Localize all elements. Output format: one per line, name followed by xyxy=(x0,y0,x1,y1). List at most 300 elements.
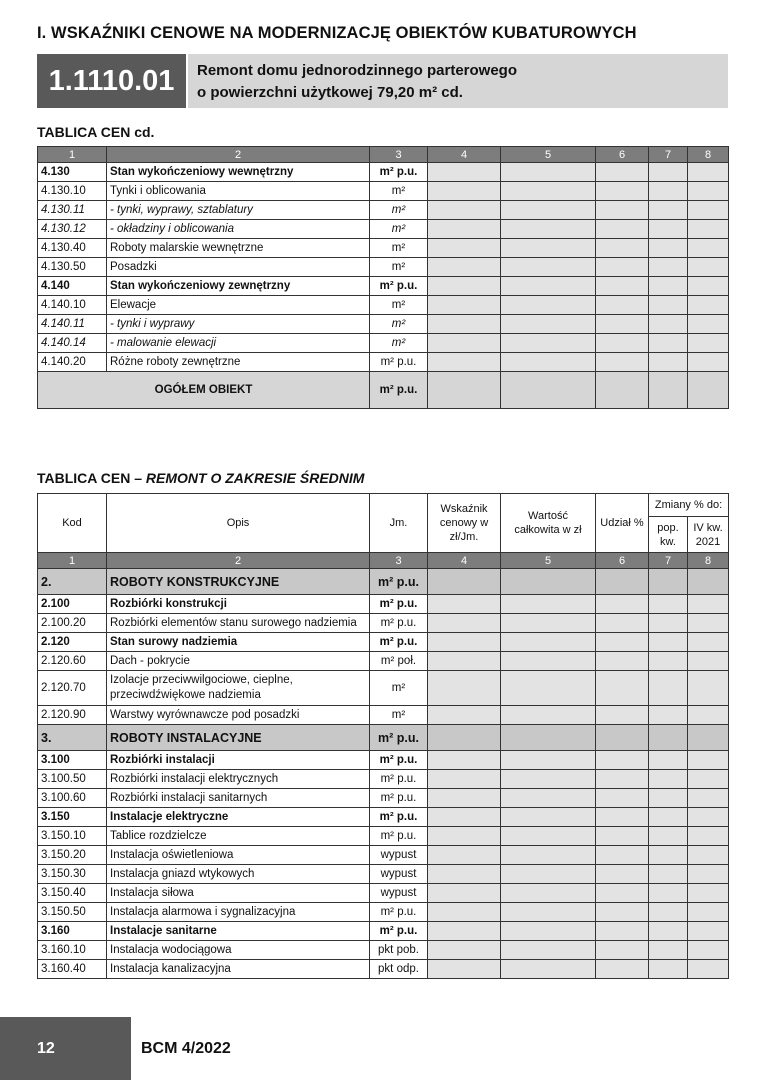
value-cell xyxy=(649,201,688,220)
value-cell xyxy=(688,770,729,789)
value-cell xyxy=(428,652,501,671)
value-cell xyxy=(649,941,688,960)
column-number: 6 xyxy=(596,147,649,163)
value-cell xyxy=(688,614,729,633)
price-table-medium-renovation xyxy=(37,493,729,979)
value-cell xyxy=(501,239,596,258)
table-row xyxy=(38,614,729,633)
table-row xyxy=(38,569,729,595)
row-unit: m² p.u. xyxy=(370,569,428,595)
total-row xyxy=(38,372,729,409)
row-description: - okładziny i oblicowania xyxy=(107,220,370,239)
value-cell xyxy=(649,789,688,808)
row-code: 3.150.20 xyxy=(38,846,107,865)
row-unit: m² p.u. xyxy=(370,353,428,372)
row-unit: m² xyxy=(370,334,428,353)
column-number: 3 xyxy=(370,553,428,569)
row-description: Rozbiórki elementów stanu surowego nadziemia xyxy=(107,614,370,633)
value-cell xyxy=(428,808,501,827)
value-cell xyxy=(688,633,729,652)
value-cell xyxy=(428,353,501,372)
table-row xyxy=(38,884,729,903)
value-cell xyxy=(428,372,501,409)
value-cell xyxy=(596,163,649,182)
row-code: 2.100.20 xyxy=(38,614,107,633)
value-cell xyxy=(649,353,688,372)
value-cell xyxy=(596,182,649,201)
row-code: 2.120 xyxy=(38,633,107,652)
price-table-continued xyxy=(37,146,729,409)
header-pop-kw: pop. kw. xyxy=(649,517,688,553)
table-row xyxy=(38,334,729,353)
row-unit: m² xyxy=(370,182,428,201)
row-unit: m² xyxy=(370,706,428,725)
row-unit: m² xyxy=(370,201,428,220)
value-cell xyxy=(596,258,649,277)
value-cell xyxy=(649,706,688,725)
value-cell xyxy=(649,614,688,633)
table-row xyxy=(38,770,729,789)
value-cell xyxy=(596,239,649,258)
value-cell xyxy=(428,315,501,334)
row-code: 3.100.60 xyxy=(38,789,107,808)
value-cell xyxy=(501,372,596,409)
value-cell xyxy=(501,884,596,903)
value-cell xyxy=(596,865,649,884)
value-cell xyxy=(649,846,688,865)
table-row xyxy=(38,315,729,334)
section-title: I. WSKAŹNIKI CENOWE NA MODERNIZACJĘ OBIEKTÓW KUBATUROWYCH xyxy=(37,24,637,42)
value-cell xyxy=(428,277,501,296)
value-cell xyxy=(596,633,649,652)
value-cell xyxy=(596,652,649,671)
row-description: Izolacje przeciwwilgociowe, cieplne, przeciwdźwiękowe nadziemia xyxy=(107,671,370,706)
value-cell xyxy=(596,671,649,706)
row-description: Stan surowy nadziemia xyxy=(107,633,370,652)
value-cell xyxy=(596,220,649,239)
table-row xyxy=(38,296,729,315)
row-unit: m² p.u. xyxy=(370,725,428,751)
value-cell xyxy=(501,789,596,808)
magazine-issue: BCM 4/2022 xyxy=(141,1040,231,1057)
table-row xyxy=(38,652,729,671)
table2-label-scope: REMONT O ZAKRESIE ŚREDNIM xyxy=(145,470,365,486)
header-wartosc: Wartość całkowita w zł xyxy=(501,494,596,553)
value-cell xyxy=(501,770,596,789)
row-description: Warstwy wyrównawcze pod posadzki xyxy=(107,706,370,725)
table-row xyxy=(38,941,729,960)
total-unit: m² p.u. xyxy=(370,372,428,409)
value-cell xyxy=(428,182,501,201)
value-cell xyxy=(428,296,501,315)
value-cell xyxy=(501,220,596,239)
row-description: Instalacja siłowa xyxy=(107,884,370,903)
row-description: ROBOTY KONSTRUKCYJNE xyxy=(107,569,370,595)
value-cell xyxy=(428,884,501,903)
value-cell xyxy=(501,960,596,979)
value-cell xyxy=(501,201,596,220)
row-description: Instalacja kanalizacyjna xyxy=(107,960,370,979)
value-cell xyxy=(688,789,729,808)
value-cell xyxy=(649,163,688,182)
row-unit: m² xyxy=(370,315,428,334)
value-cell xyxy=(428,846,501,865)
value-cell xyxy=(596,884,649,903)
row-code: 4.130.11 xyxy=(38,201,107,220)
row-code: 3.150.50 xyxy=(38,903,107,922)
row-unit: m² p.u. xyxy=(370,595,428,614)
row-code: 3.150.40 xyxy=(38,884,107,903)
table1-label: TABLICA CEN cd. xyxy=(37,124,155,140)
column-number: 8 xyxy=(688,553,729,569)
value-cell xyxy=(649,751,688,770)
row-description: - tynki, wyprawy, sztablatury xyxy=(107,201,370,220)
table-row xyxy=(38,725,729,751)
value-cell xyxy=(688,163,729,182)
column-number-row xyxy=(38,147,729,163)
row-unit: m² poł. xyxy=(370,652,428,671)
value-cell xyxy=(688,569,729,595)
value-cell xyxy=(428,258,501,277)
value-cell xyxy=(688,353,729,372)
row-code: 4.140 xyxy=(38,277,107,296)
row-code: 2.120.70 xyxy=(38,671,107,706)
table-row xyxy=(38,595,729,614)
row-code: 2. xyxy=(38,569,107,595)
value-cell xyxy=(596,353,649,372)
table-row xyxy=(38,258,729,277)
table-row xyxy=(38,201,729,220)
value-cell xyxy=(596,372,649,409)
value-cell xyxy=(649,770,688,789)
value-cell xyxy=(596,808,649,827)
table-row xyxy=(38,182,729,201)
value-cell xyxy=(649,277,688,296)
value-cell xyxy=(501,353,596,372)
value-cell xyxy=(501,922,596,941)
value-cell xyxy=(428,671,501,706)
table-row xyxy=(38,671,729,706)
value-cell xyxy=(596,960,649,979)
table-row xyxy=(38,808,729,827)
row-description: Instalacja wodociągowa xyxy=(107,941,370,960)
value-cell xyxy=(596,201,649,220)
row-unit: m² xyxy=(370,220,428,239)
value-cell xyxy=(428,725,501,751)
value-cell xyxy=(688,671,729,706)
value-cell xyxy=(649,922,688,941)
row-unit: wypust xyxy=(370,846,428,865)
value-cell xyxy=(596,614,649,633)
value-cell xyxy=(649,827,688,846)
value-cell xyxy=(428,595,501,614)
row-code: 3. xyxy=(38,725,107,751)
value-cell xyxy=(688,941,729,960)
value-cell xyxy=(596,751,649,770)
row-description: Instalacje elektryczne xyxy=(107,808,370,827)
value-cell xyxy=(596,941,649,960)
row-description: Instalacja gniazd wtykowych xyxy=(107,865,370,884)
value-cell xyxy=(596,789,649,808)
value-cell xyxy=(649,182,688,201)
header-jm: Jm. xyxy=(370,494,428,553)
row-description: - tynki i wyprawy xyxy=(107,315,370,334)
table-row xyxy=(38,353,729,372)
value-cell xyxy=(649,595,688,614)
value-cell xyxy=(501,671,596,706)
value-cell xyxy=(688,846,729,865)
header-udzial: Udział % xyxy=(596,494,649,553)
row-description: Różne roboty zewnętrzne xyxy=(107,353,370,372)
row-description: - malowanie elewacji xyxy=(107,334,370,353)
row-code: 4.140.20 xyxy=(38,353,107,372)
row-description: Dach - pokrycie xyxy=(107,652,370,671)
value-cell xyxy=(501,258,596,277)
value-cell xyxy=(596,903,649,922)
table-row xyxy=(38,277,729,296)
value-cell xyxy=(688,239,729,258)
value-cell xyxy=(428,941,501,960)
column-number: 3 xyxy=(370,147,428,163)
value-cell xyxy=(649,652,688,671)
value-cell xyxy=(428,789,501,808)
row-code: 3.160 xyxy=(38,922,107,941)
value-cell xyxy=(596,296,649,315)
value-cell xyxy=(501,706,596,725)
table-row xyxy=(38,903,729,922)
value-cell xyxy=(501,751,596,770)
value-cell xyxy=(428,201,501,220)
value-cell xyxy=(596,827,649,846)
row-unit: pkt odp. xyxy=(370,960,428,979)
object-code: 1.1110.01 xyxy=(37,54,186,108)
row-description: Stan wykończeniowy wewnętrzny xyxy=(107,163,370,182)
table-row xyxy=(38,865,729,884)
value-cell xyxy=(501,163,596,182)
value-cell xyxy=(428,770,501,789)
value-cell xyxy=(649,903,688,922)
value-cell xyxy=(428,239,501,258)
row-code: 3.150.10 xyxy=(38,827,107,846)
column-number: 4 xyxy=(428,147,501,163)
table-row xyxy=(38,706,729,725)
row-unit: m² p.u. xyxy=(370,163,428,182)
row-unit: m² p.u. xyxy=(370,770,428,789)
row-description: Tablice rozdzielcze xyxy=(107,827,370,846)
value-cell xyxy=(596,770,649,789)
table-row xyxy=(38,827,729,846)
row-description: Instalacje sanitarne xyxy=(107,922,370,941)
value-cell xyxy=(688,922,729,941)
object-description xyxy=(188,54,728,108)
header-opis: Opis xyxy=(107,494,370,553)
row-description: Rozbiórki instalacji elektrycznych xyxy=(107,770,370,789)
row-unit: m² p.u. xyxy=(370,751,428,770)
column-number: 1 xyxy=(38,553,107,569)
value-cell xyxy=(428,334,501,353)
row-description: Elewacje xyxy=(107,296,370,315)
row-description: Instalacja alarmowa i sygnalizacyjna xyxy=(107,903,370,922)
value-cell xyxy=(649,315,688,334)
value-cell xyxy=(428,903,501,922)
table-row xyxy=(38,751,729,770)
value-cell xyxy=(649,296,688,315)
value-cell xyxy=(688,334,729,353)
value-cell xyxy=(501,277,596,296)
value-cell xyxy=(688,903,729,922)
row-description: Instalacja oświetleniowa xyxy=(107,846,370,865)
value-cell xyxy=(596,922,649,941)
value-cell xyxy=(688,182,729,201)
value-cell xyxy=(649,960,688,979)
row-unit: wypust xyxy=(370,884,428,903)
value-cell xyxy=(501,941,596,960)
value-cell xyxy=(688,884,729,903)
description-line-2: o powierzchni użytkowej 79,20 m² cd. xyxy=(197,84,463,101)
value-cell xyxy=(596,846,649,865)
value-cell xyxy=(428,163,501,182)
value-cell xyxy=(688,372,729,409)
value-cell xyxy=(428,960,501,979)
total-label: OGÓŁEM OBIEKT xyxy=(38,372,370,409)
column-number: 5 xyxy=(501,553,596,569)
row-code: 4.140.10 xyxy=(38,296,107,315)
column-number: 8 xyxy=(688,147,729,163)
table-row xyxy=(38,163,729,182)
value-cell xyxy=(501,182,596,201)
row-code: 3.150.30 xyxy=(38,865,107,884)
row-unit: m² p.u. xyxy=(370,277,428,296)
row-code: 3.160.40 xyxy=(38,960,107,979)
value-cell xyxy=(428,706,501,725)
row-code: 4.140.11 xyxy=(38,315,107,334)
table2-label-prefix: TABLICA CEN – xyxy=(37,470,146,486)
row-unit: m² p.u. xyxy=(370,633,428,652)
value-cell xyxy=(501,614,596,633)
value-cell xyxy=(501,334,596,353)
row-code: 4.130.50 xyxy=(38,258,107,277)
header-kod: Kod xyxy=(38,494,107,553)
value-cell xyxy=(688,220,729,239)
value-cell xyxy=(649,334,688,353)
column-number: 4 xyxy=(428,553,501,569)
value-cell xyxy=(428,827,501,846)
value-cell xyxy=(501,652,596,671)
row-code: 4.130.10 xyxy=(38,182,107,201)
value-cell xyxy=(649,258,688,277)
row-code: 4.130 xyxy=(38,163,107,182)
row-code: 2.100 xyxy=(38,595,107,614)
row-description: Roboty malarskie wewnętrzne xyxy=(107,239,370,258)
row-description: Rozbiórki instalacji sanitarnych xyxy=(107,789,370,808)
value-cell xyxy=(596,277,649,296)
row-code: 2.120.90 xyxy=(38,706,107,725)
value-cell xyxy=(688,315,729,334)
row-unit: pkt pob. xyxy=(370,941,428,960)
row-unit: wypust xyxy=(370,865,428,884)
value-cell xyxy=(649,884,688,903)
value-cell xyxy=(649,220,688,239)
value-cell xyxy=(649,633,688,652)
value-cell xyxy=(428,220,501,239)
value-cell xyxy=(596,315,649,334)
row-unit: m² p.u. xyxy=(370,827,428,846)
row-code: 4.130.40 xyxy=(38,239,107,258)
value-cell xyxy=(649,671,688,706)
row-unit: m² p.u. xyxy=(370,808,428,827)
value-cell xyxy=(649,725,688,751)
row-unit: m² xyxy=(370,296,428,315)
column-number: 2 xyxy=(107,553,370,569)
row-unit: m² xyxy=(370,258,428,277)
table-row xyxy=(38,633,729,652)
value-cell xyxy=(688,725,729,751)
row-code: 4.140.14 xyxy=(38,334,107,353)
column-number: 2 xyxy=(107,147,370,163)
value-cell xyxy=(501,569,596,595)
row-description: Tynki i oblicowania xyxy=(107,182,370,201)
table-row xyxy=(38,960,729,979)
column-number: 7 xyxy=(649,553,688,569)
value-cell xyxy=(688,595,729,614)
value-cell xyxy=(428,751,501,770)
value-cell xyxy=(501,315,596,334)
value-cell xyxy=(501,846,596,865)
value-cell xyxy=(688,808,729,827)
value-cell xyxy=(501,808,596,827)
value-cell xyxy=(428,633,501,652)
row-unit: m² p.u. xyxy=(370,922,428,941)
value-cell xyxy=(688,258,729,277)
header-zmiany: Zmiany % do: xyxy=(649,494,729,517)
value-cell xyxy=(688,960,729,979)
column-number: 1 xyxy=(38,147,107,163)
value-cell xyxy=(501,296,596,315)
row-code: 3.100 xyxy=(38,751,107,770)
page-number: 12 xyxy=(0,1017,131,1080)
value-cell xyxy=(596,334,649,353)
row-code: 3.100.50 xyxy=(38,770,107,789)
value-cell xyxy=(501,827,596,846)
value-cell xyxy=(688,751,729,770)
row-code: 2.120.60 xyxy=(38,652,107,671)
value-cell xyxy=(688,865,729,884)
value-cell xyxy=(428,614,501,633)
value-cell xyxy=(688,652,729,671)
value-cell xyxy=(649,808,688,827)
value-cell xyxy=(596,595,649,614)
value-cell xyxy=(649,239,688,258)
column-number-row xyxy=(38,553,729,569)
value-cell xyxy=(688,296,729,315)
row-description: ROBOTY INSTALACYJNE xyxy=(107,725,370,751)
column-number: 6 xyxy=(596,553,649,569)
value-cell xyxy=(596,706,649,725)
value-cell xyxy=(501,903,596,922)
value-cell xyxy=(501,725,596,751)
value-cell xyxy=(428,569,501,595)
table-row xyxy=(38,220,729,239)
header-wskaznik: Wskaźnik cenowy w zł/Jm. xyxy=(428,494,501,553)
row-unit: m² p.u. xyxy=(370,789,428,808)
table-row xyxy=(38,239,729,258)
value-cell xyxy=(596,725,649,751)
value-cell xyxy=(501,865,596,884)
row-code: 4.130.12 xyxy=(38,220,107,239)
value-cell xyxy=(428,865,501,884)
header-iv-kw: IV kw. 2021 xyxy=(688,517,729,553)
row-code: 3.160.10 xyxy=(38,941,107,960)
